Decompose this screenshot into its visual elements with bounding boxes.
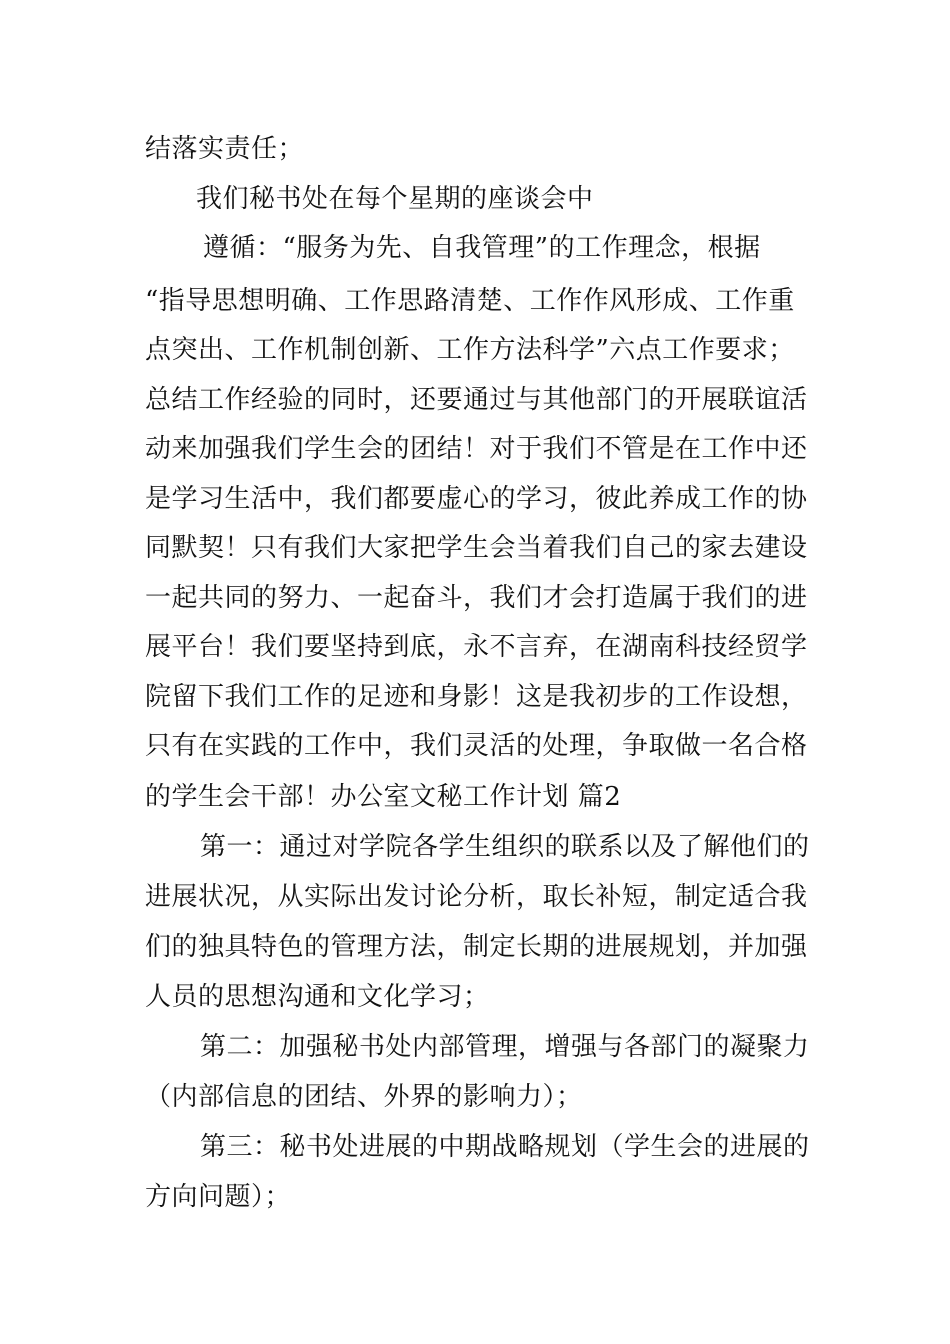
text-line-19: 第二：加强秘书处内部管理，增强与各部门的凝聚力 [200,1032,810,1062]
text-line-2: 我们秘书处在每个星期的座谈会中 [196,184,594,214]
text-line-12: 院留下我们工作的足迹和身影！这是我初步的工作设想， [145,682,808,712]
text-line-21: 第三：秘书处进展的中期战略规划（学生会的进展的 [200,1132,810,1162]
text-line-18: 人员的思想沟通和文化学习； [145,982,490,1012]
text-line-9: 同默契！只有我们大家把学生会当着我们自己的家去建设 [145,533,808,563]
text-line-10: 一起共同的努力、一起奋斗，我们才会打造属于我们的进 [145,583,808,613]
text-line-16: 进展状况，从实际出发讨论分析，取长补短，制定适合我 [145,882,808,912]
text-line-8: 是学习生活中，我们都要虚心的学习，彼此养成工作的协 [145,484,808,514]
text-line-13: 只有在实践的工作中，我们灵活的处理，争取做一名合格 [145,731,808,761]
text-line-3: 遵循：“服务为先、自我管理”的工作理念，根据 [203,233,761,263]
text-line-7: 动来加强我们学生会的团结！对于我们不管是在工作中还 [145,434,808,464]
text-line-20: （内部信息的团结、外界的影响力）； [145,1082,583,1112]
text-line-6: 总结工作经验的同时，还要通过与其他部门的开展联谊活 [145,385,808,415]
text-line-22: 方向问题）； [145,1182,292,1212]
text-line-1: 结落实责任； [145,134,305,164]
text-line-4: “指导思想明确、工作思路清楚、工作作风形成、工作重 [145,286,795,316]
text-line-17: 们的独具特色的管理方法，制定长期的进展规划，并加强 [145,932,808,962]
text-line-15: 第一：通过对学院各学生组织的联系以及了解他们的 [200,832,810,862]
text-line-5: 点突出、工作机制创新、工作方法科学”六点工作要求； [145,335,795,365]
text-line-14: 的学生会干部！办公室文秘工作计划 篇2 [145,782,622,812]
text-line-11: 展平台！我们要坚持到底，永不言弃，在湖南科技经贸学 [145,632,808,662]
